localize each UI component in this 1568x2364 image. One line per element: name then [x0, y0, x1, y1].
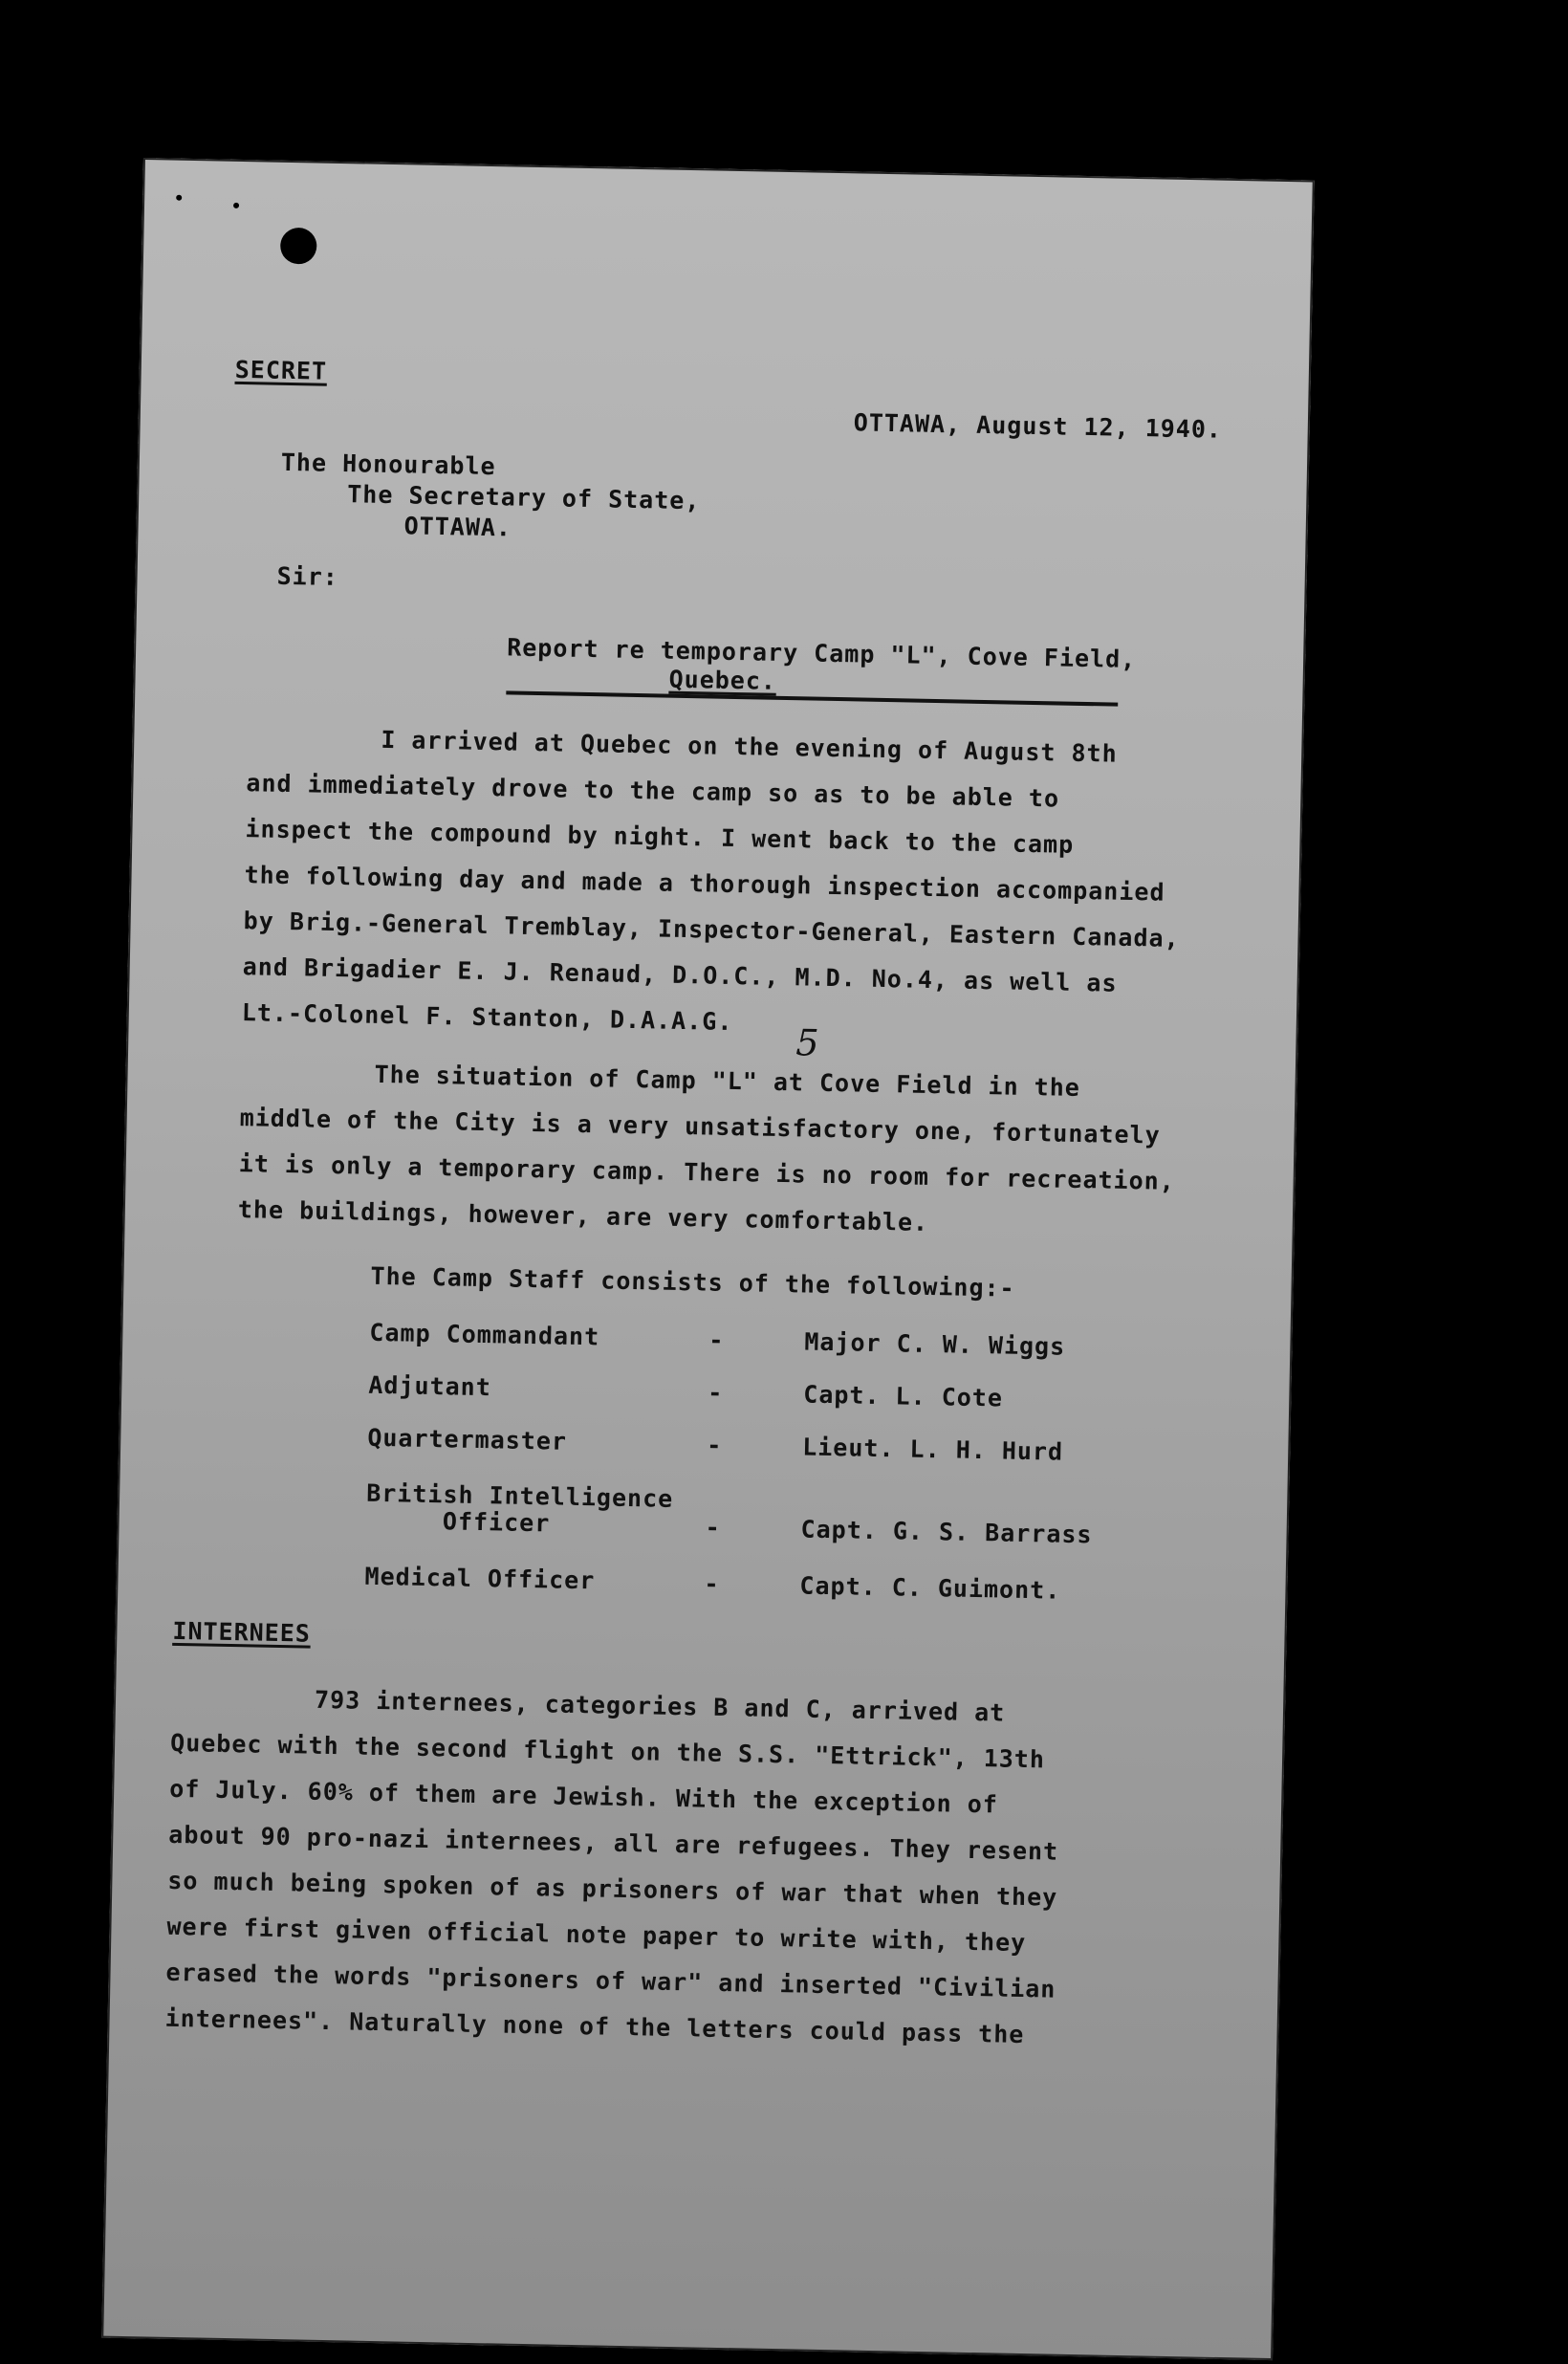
- punch-hole: [280, 228, 317, 265]
- staff-dash: -: [708, 1325, 725, 1354]
- staff-role: Quartermaster: [367, 1423, 568, 1456]
- addressee-line: OTTAWA.: [403, 512, 512, 542]
- paragraph-line: and immediately drove to the camp so as to be able to: [246, 769, 1060, 813]
- staff-dash: -: [708, 1378, 724, 1407]
- addressee-line: The Honourable: [280, 448, 496, 481]
- staff-name: Major C. W. Wiggs: [804, 1327, 1066, 1361]
- staff-row: [367, 1423, 1229, 1466]
- paragraph-line: the following day and made a thorough inspection accompanied: [244, 861, 1165, 907]
- staff-name: Capt. G. S. Barrass: [800, 1515, 1093, 1549]
- section-heading: INTERNEES: [172, 1616, 312, 1648]
- staff-row: [364, 1562, 1226, 1605]
- speck: [176, 195, 182, 201]
- place-date: OTTAWA, August 12, 1940.: [853, 408, 1223, 444]
- staff-role: Medical Officer: [364, 1562, 596, 1595]
- staff-row: [368, 1370, 1230, 1412]
- paragraph-line: I arrived at Quebec on the evening of August 8th: [381, 725, 1118, 768]
- paragraph-line: were first given official note paper to write with, they: [166, 1912, 1027, 1958]
- salutation: Sir:: [276, 561, 339, 591]
- staff-intro: The Camp Staff consists of the following:-: [370, 1261, 1015, 1302]
- addressee-line: The Secretary of State,: [347, 480, 701, 515]
- paragraph-line: The situation of Camp "L" at Cove Field in the: [374, 1060, 1081, 1102]
- paragraph-line: erased the words "prisoners of war" and inserted "Civilian: [165, 1958, 1056, 2003]
- paragraph-line: 793 internees, categories B and C, arrived at: [314, 1685, 1006, 1727]
- staff-role: Camp Commandant: [369, 1318, 600, 1351]
- staff-name: Lieut. L. H. Hurd: [801, 1433, 1064, 1466]
- paragraph-line: by Brig.-General Tremblay, Inspector-General, Eastern Canada,: [243, 907, 1180, 952]
- paragraph-line: it is only a temporary camp. There is no room for recreation,: [238, 1149, 1176, 1195]
- staff-row: [369, 1318, 1230, 1361]
- paragraph-line: about 90 pro-nazi internees, all are refugees. They resent: [168, 1820, 1059, 1866]
- subject-rule: [506, 690, 1118, 706]
- paragraph-internees: [164, 1674, 1061, 2059]
- staff-dash: -: [706, 1431, 723, 1459]
- paragraph-line: of July. 60% of them are Jewish. With the exception of: [168, 1774, 999, 1819]
- paragraph-line: so much being spoken of as prisoners of war that when they: [167, 1866, 1058, 1912]
- paragraph-line: middle of the City is a very unsatisfactory one, fortunately: [239, 1104, 1161, 1149]
- paragraph-line: and Brigadier E. J. Renaud, D.O.C., M.D. No.4, as well as: [242, 952, 1118, 997]
- paragraph-line: internees". Naturally none of the letters could pass the: [164, 2003, 1025, 2049]
- paragraph-line: Lt.-Colonel F. Stanton, D.A.A.G.: [241, 998, 733, 1036]
- handwritten-correction: 5: [795, 1021, 820, 1064]
- staff-dash: -: [704, 1569, 720, 1598]
- speck: [233, 203, 239, 208]
- paragraph-situation: [237, 1049, 1177, 1251]
- subject-line: Report re temporary Camp "L", Cove Field,: [506, 633, 1137, 674]
- paragraph-line: the buildings, however, are very comfortable.: [237, 1195, 929, 1237]
- staff-name: Capt. L. Cote: [803, 1380, 1004, 1412]
- paragraph-arrival: [241, 714, 1183, 1054]
- document-page: [101, 158, 1315, 2360]
- staff-dash: -: [705, 1513, 721, 1542]
- paragraph-line: inspect the compound by night. I went back to the camp: [245, 815, 1075, 859]
- staff-role: British Intelligence Officer: [365, 1478, 674, 1538]
- staff-role: Adjutant: [368, 1370, 492, 1402]
- staff-row: [365, 1478, 1227, 1549]
- classification-marking: SECRET: [234, 355, 328, 385]
- addressee-block: [279, 448, 701, 547]
- subject-line-2: Quebec.: [668, 665, 777, 695]
- staff-name: Capt. C. Guimont.: [799, 1571, 1061, 1605]
- paragraph-line: Quebec with the second flight on the S.S. "Ettrick", 13th: [169, 1728, 1046, 1774]
